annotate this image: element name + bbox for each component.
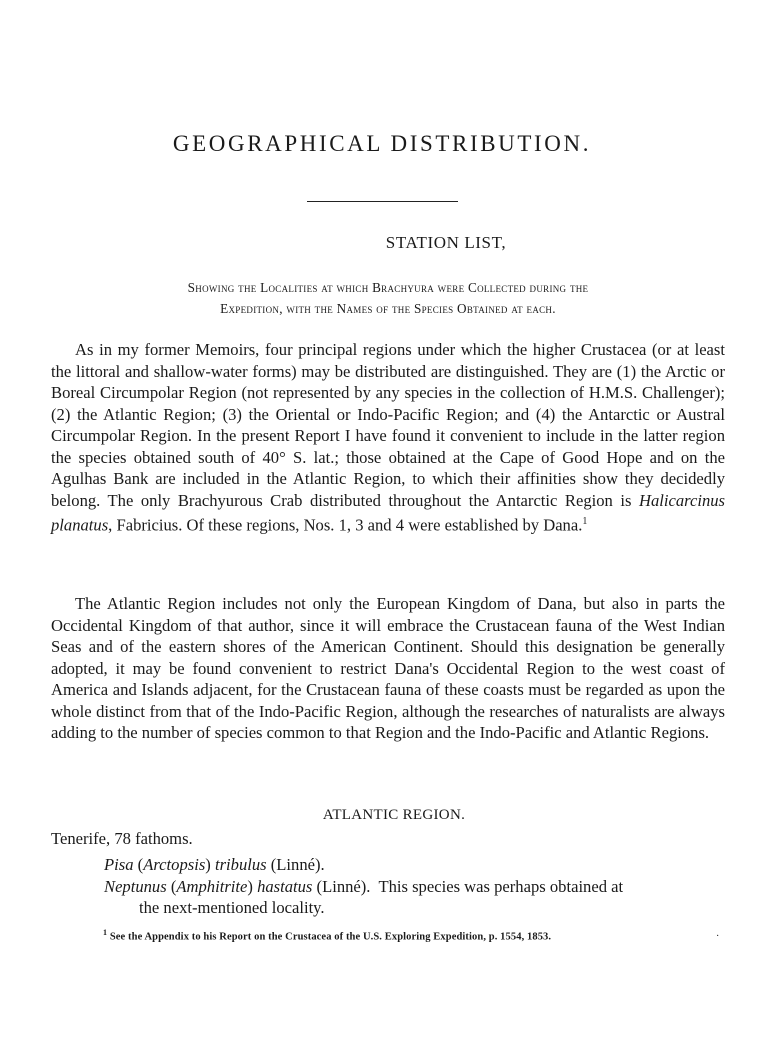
atlantic-region-heading: ATLANTIC REGION. bbox=[322, 807, 466, 823]
subtitle-line-1: Showing the Localities at which Brachyura were Collected during the bbox=[187, 280, 589, 295]
title-rule bbox=[307, 201, 458, 202]
paragraph-1-text-b: , Fabricius. Of these regions, Nos. 1, 3 and 4 were established by Dana. bbox=[108, 515, 583, 535]
footnote-text: See the Appendix to his Report on the Crustacea of the U.S. Exploring Expedition, p. 1554, 1853. bbox=[109, 931, 552, 943]
species-1-genus: Pisa bbox=[104, 855, 134, 874]
species-1-subgenus: Arctopsis bbox=[143, 855, 206, 874]
species-halicarcinus: Halicarcinus planatus bbox=[51, 490, 725, 535]
subtitle-line-2: Expedition, with the Names of the Species Obtained at each. bbox=[220, 301, 556, 316]
footnote-number: 1 bbox=[103, 928, 108, 937]
species-2-note: This species was perhaps obtained at bbox=[378, 877, 624, 896]
station-list-heading: STATION LIST, bbox=[385, 233, 507, 252]
page-title: GEOGRAPHICAL DISTRIBUTION. bbox=[172, 131, 592, 156]
species-1-author: (Linné). bbox=[270, 855, 325, 874]
paragraph-1 bbox=[51, 339, 725, 536]
species-2-epithet: hastatus bbox=[257, 877, 313, 896]
species-2-genus: Neptunus bbox=[104, 877, 167, 896]
stray-mark: · bbox=[716, 931, 720, 942]
footnote bbox=[103, 928, 551, 943]
species-1-epithet: tribulus bbox=[214, 855, 267, 874]
paragraph-2 bbox=[51, 593, 725, 744]
footnote-marker: 1 bbox=[582, 516, 588, 527]
species-2-subgenus: Amphitrite bbox=[176, 877, 248, 896]
species-neptunus: Neptunus (Amphitrite) hastatus (Linné). This species was perhaps obtained at bbox=[104, 877, 624, 896]
species-2-note-continued: the next-mentioned locality. bbox=[139, 898, 325, 917]
paragraph-1-text-a: As in my former Memoirs, four principal regions under which the higher Crustacea (or at least the littoral and shallow-water forms) may be distributed are distinguished. They are (1) the Arctic or Boreal Circumpolar Region (not represented by any species in the collection of H.M.S. Challenger); (2) the Atlantic Region; (3) the Oriental or Indo-Pacific Region; and (4) the Antarctic or Austral Circumpolar Region. In the present Report I have found it convenient to include in the latter region the species obtained south of 40° S. lat.; those obtained at the Cape of Good Hope and on the Agulhas Bank are included in the Atlantic Region, to which their affinities show they decidedly belong. The only Brachyurous Crab distributed throughout the Antarctic Region is bbox=[51, 340, 725, 510]
paragraph-2-text: The Atlantic Region includes not only the European Kingdom of Dana, but also in parts the Occidental Kingdom of that author, since it will embrace the Crustacean fauna of the West Indian Seas and of the eastern shores of the American Continent. Should this designation be generally adopted, it may be found convenient to restrict Dana's Occidental Region to the west coast of America and Islands adjacent, for the Crustacean fauna of these coasts must be regarded as upon the whole distinct from that of the Indo-Pacific Region, although the researches of naturalists are always adding to the number of species common to that Region and the Indo-Pacific and Atlantic Regions. bbox=[51, 594, 725, 742]
locality-tenerife: Tenerife, 78 fathoms. bbox=[51, 829, 193, 848]
species-pisa: Pisa (Arctopsis) tribulus (Linné). bbox=[104, 855, 325, 874]
species-2-author: (Linné). bbox=[316, 877, 371, 896]
